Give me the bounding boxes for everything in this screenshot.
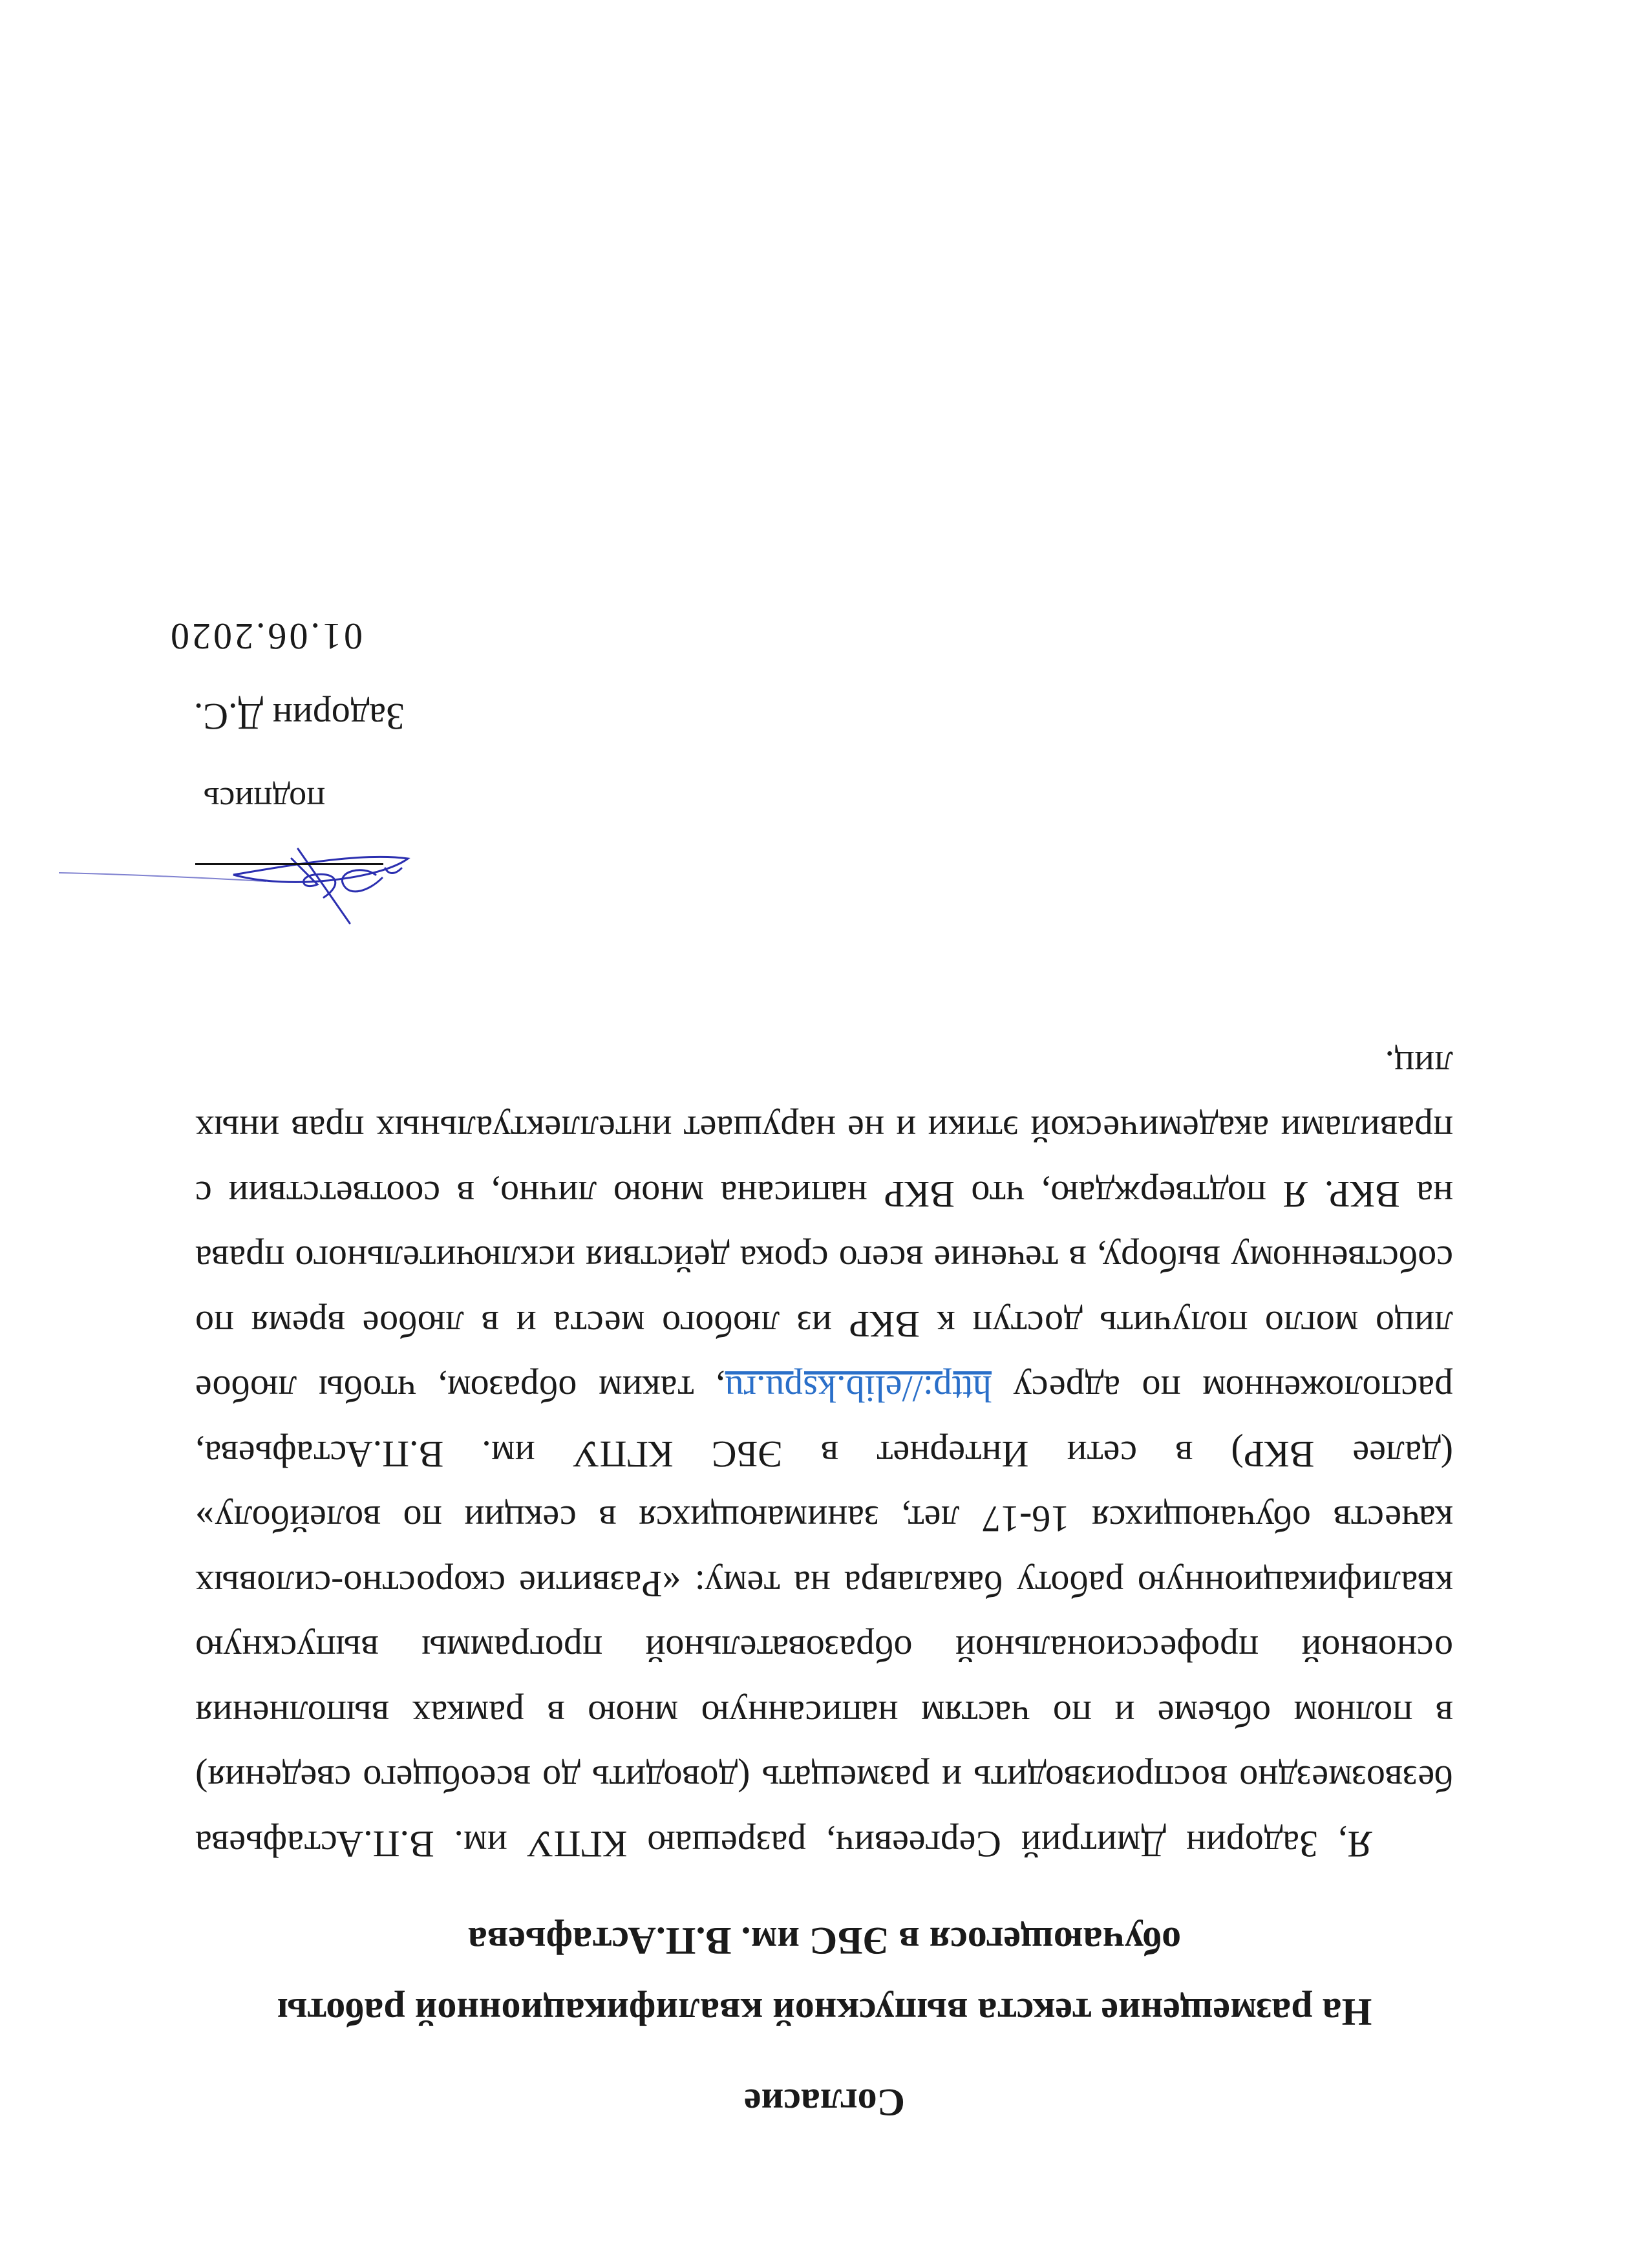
document-subtitle-line2: обучающегося в ЭБС им. В.П.Астафьева bbox=[467, 1920, 1182, 1962]
signer-name: Задорин Д.С. bbox=[193, 696, 405, 738]
body-text-after-link: , таким образом, чтобы любое лицо могло получить доступ к ВКР из любого места и в любое время по собственному выбору, в течение всего срока действия исключительного права на ВКР. Я подтверждаю, что ВКР написана мною лично, в соответствии с правилами академической этики и не нарушает интеллектуальных прав иных лиц. bbox=[195, 1043, 1453, 1411]
body-text-before-link: Я, Задорин Дмитрий Сергеевич, разрешаю КГПУ им. В.П.Астафьева безвозмездно воспроизводить и размещать (доводить до всеобщего сведения) в полном объеме и по частям написанную мною в рамках выполнения основной профессиональной образовательной программы выпускную квалификационную работу бакалавра на тему: «Развитие скоростно-силовых качеств обучающихся 16-17 лет, занимающихся в секции по волейболу» (далее ВКР) в сети Интернет в ЭБС КГПУ им. В.П.Астафьева, расположенном по адресу bbox=[195, 1368, 1453, 1865]
signature-date: 01.06.2020 bbox=[168, 615, 363, 658]
elib-link[interactable]: http://elib.kspu.ru bbox=[725, 1368, 992, 1411]
handwritten-signature bbox=[59, 839, 421, 936]
signature-label: подпись bbox=[203, 780, 325, 819]
signature-line bbox=[195, 863, 383, 865]
consent-body bbox=[195, 1032, 1453, 1877]
document-title: Согласие bbox=[743, 2081, 906, 2124]
document-subtitle-line1: На размещение текста выпускной квалификационной работы bbox=[277, 1991, 1372, 2033]
